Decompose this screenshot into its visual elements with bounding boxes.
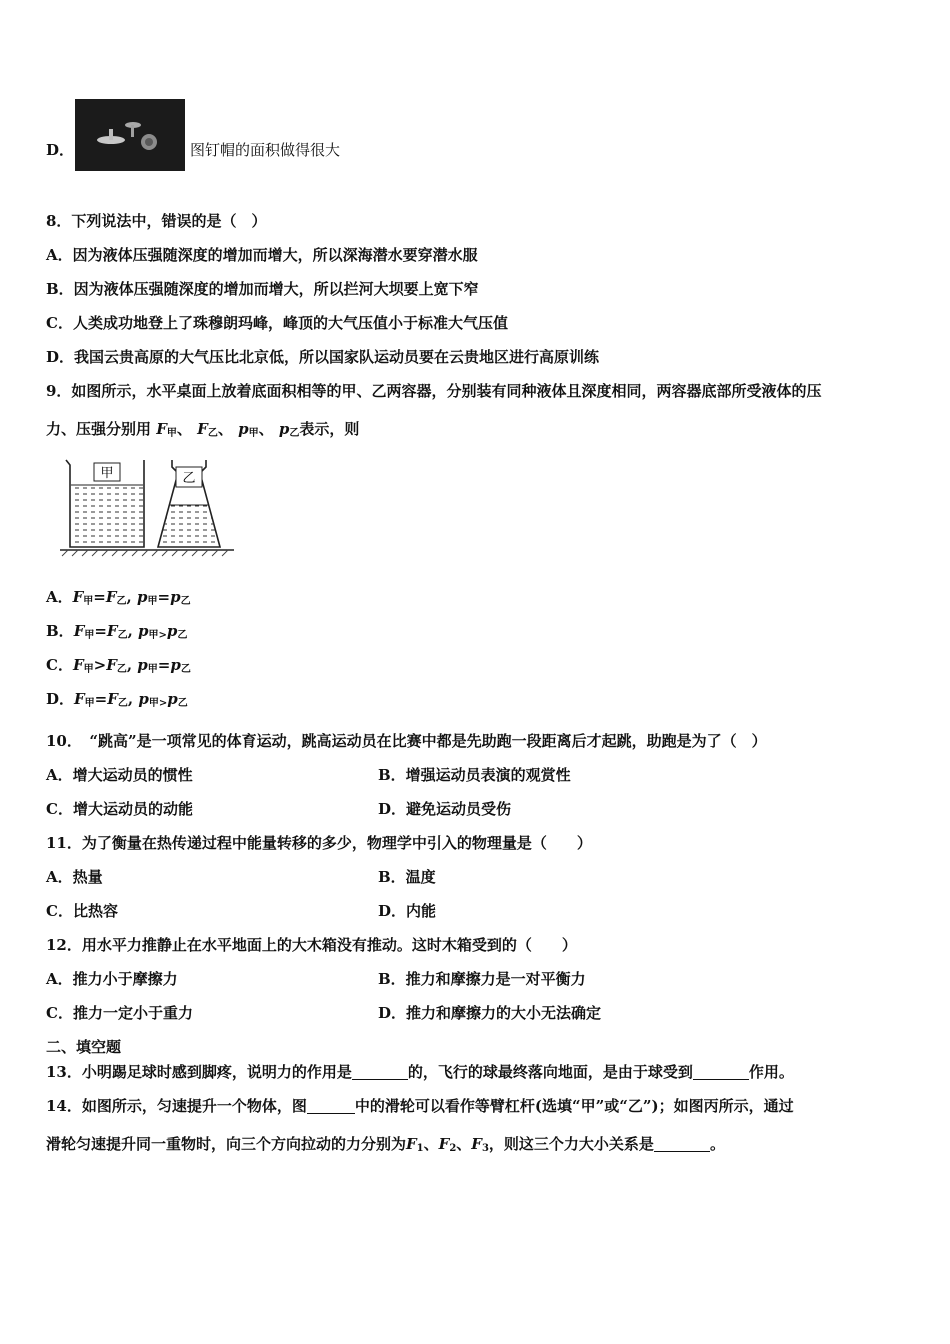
q14-part2: 中的滑轮可以看作等臂杠杆(选填“甲”或“乙”)；如图丙所示，通过	[354, 1097, 794, 1115]
q9-option-d-label: D．	[46, 690, 75, 708]
q9-figure-label-yi: 乙	[182, 471, 196, 486]
q14-sub-1: 1	[416, 1143, 424, 1154]
q14-blank-2[interactable]	[654, 1151, 710, 1152]
q9-option-b-label: B．	[46, 622, 74, 640]
q9-stem2-pre: 力、压强分别用	[46, 420, 152, 438]
q9-gt: >	[93, 656, 107, 674]
q9-symbol-p: p	[167, 690, 178, 708]
q9-sub-yi: 乙	[180, 596, 191, 607]
q12-option-c: C．推力一定小于重力	[46, 1004, 193, 1022]
q11-option-d: D．内能	[378, 902, 437, 920]
q9-symbol-F: F	[73, 622, 85, 640]
q9-symbol-F: F	[156, 420, 167, 438]
q9-symbol-p: p	[136, 588, 148, 606]
q9-stem-line2	[46, 419, 359, 444]
q14-symbol-F: F	[471, 1135, 482, 1153]
q9-sub-yi: 乙	[117, 630, 128, 641]
q10-option-b: B．增强运动员表演的观赏性	[378, 766, 571, 784]
q9-stem-line1: 9．如图所示，水平桌面上放着底面积相等的甲、乙两容器，分别装有同种液体且深度相同，两容器底部所受液体的压	[46, 382, 822, 400]
q12-option-d: D．推力和摩擦力的大小无法确定	[378, 1004, 602, 1022]
q9-symbol-F: F	[106, 622, 118, 640]
q9-figure-label-jia: 甲	[100, 466, 114, 481]
q8-option-b: B．因为液体压强随深度的增加而增大，所以拦河大坝要上宽下窄	[46, 280, 479, 298]
q7-option-d-label: D．	[46, 141, 75, 159]
q14-part1: 14．如图所示，匀速提升一个物体，图	[46, 1097, 307, 1115]
q9-symbol-p: p	[138, 622, 149, 640]
q9-stem2-post: 表示，则	[299, 420, 360, 438]
q10-option-d: D．避免运动员受伤	[378, 800, 512, 818]
q13-blank-1[interactable]	[352, 1079, 408, 1080]
q9-sub-yi: 乙	[116, 664, 127, 675]
section-title-fill-in: 二、填空题	[46, 1038, 122, 1056]
q9-sep: 、	[258, 420, 274, 438]
q9-symbol-p: p	[238, 420, 249, 438]
q14-sep: 、	[423, 1135, 439, 1153]
q14-sep: 、	[456, 1135, 472, 1153]
q9-comma: ,	[127, 622, 139, 640]
q9-symbol-p: p	[166, 622, 178, 640]
q8-option-d: D．我国云贵高原的大气压比北京低，所以国家队运动员要在云贵地区进行高原训练	[46, 348, 600, 366]
q9-sub-yi: 乙	[207, 428, 218, 439]
q14-sub-3: 3	[481, 1143, 489, 1154]
q9-symbol-F: F	[107, 690, 118, 708]
q9-sub-yi: 乙	[180, 664, 191, 675]
q11-option-c: C．比热容	[46, 902, 118, 920]
q9-sub-yi: 乙	[117, 698, 128, 709]
q9-sub-jia: 甲	[166, 428, 177, 439]
q9-symbol-p: p	[137, 656, 148, 674]
q11-stem: 11．为了衡量在热传递过程中能量转移的多少，物理学中引入的物理量是（ ）	[46, 834, 592, 852]
q11-option-b: B．温度	[378, 868, 436, 886]
q9-comma: ,	[127, 690, 139, 708]
q9-sub-yi: 乙	[177, 630, 188, 641]
q9-sub-jia: 甲	[147, 664, 158, 675]
q13-line	[46, 1062, 794, 1082]
q13-part3: 作用。	[748, 1063, 794, 1081]
q10-option-a: A．增大运动员的惯性	[46, 766, 193, 784]
q9-sub-jia: 甲	[84, 630, 95, 641]
q9-symbol-F: F	[72, 588, 84, 606]
q9-eq: =	[157, 588, 171, 606]
q9-gt: >	[158, 630, 167, 641]
q9-symbol-p: p	[138, 690, 149, 708]
q14-symbol-F: F	[438, 1135, 450, 1153]
q12-stem: 12．用水平力推静止在水平地面上的大木箱没有推动。这时木箱受到的（ ）	[46, 936, 577, 954]
q8-stem: 8．下列说法中，错误的是（ ）	[46, 212, 267, 230]
q8-option-c: C．人类成功地登上了珠穆朗玛峰，峰顶的大气压值小于标准大气压值	[46, 314, 508, 332]
q9-sep: 、	[217, 420, 233, 438]
q13-blank-2[interactable]	[693, 1079, 749, 1080]
q9-containers-figure	[58, 455, 238, 561]
q12-option-a: A．推力小于摩擦力	[46, 970, 178, 988]
q14-line2-post: ，则这三个力大小关系是	[488, 1135, 654, 1153]
q9-sub-jia: 甲	[83, 596, 94, 607]
q10-option-c: C．增大运动员的动能	[46, 800, 193, 818]
q9-symbol-F: F	[72, 656, 84, 674]
q9-symbol-F: F	[74, 690, 85, 708]
q9-sep: 、	[176, 420, 192, 438]
q14-symbol-F: F	[406, 1135, 417, 1153]
q9-symbol-p: p	[278, 420, 290, 438]
q9-gt: >	[158, 698, 168, 709]
q9-sub-yi: 乙	[116, 596, 127, 607]
q11-option-a: A．热量	[46, 868, 103, 886]
q14-sub-2: 2	[449, 1143, 457, 1154]
q7-option-d-text: 图钉帽的面积做得很大	[190, 141, 341, 159]
q9-symbol-F: F	[197, 420, 208, 438]
q9-comma: ,	[126, 656, 138, 674]
q9-sub-jia: 甲	[148, 698, 159, 709]
q9-symbol-F: F	[105, 588, 117, 606]
thumbtack-photo-icon	[75, 99, 185, 171]
q9-option-c-label: C．	[46, 656, 73, 674]
q14-line2	[46, 1134, 725, 1159]
q9-option-c	[46, 655, 191, 680]
q13-part2: 的，飞行的球最终落向地面，是由于球受到	[407, 1063, 693, 1081]
q9-eq: =	[157, 656, 171, 674]
q9-option-a-label: A．	[46, 588, 73, 606]
q9-symbol-F: F	[106, 656, 117, 674]
q9-symbol-p: p	[170, 656, 181, 674]
q9-eq: =	[94, 622, 107, 640]
q9-sub-jia: 甲	[248, 428, 259, 439]
q14-line1	[46, 1096, 794, 1116]
q9-symbol-p: p	[170, 588, 181, 606]
q8-option-a: A．因为液体压强随深度的增加而增大，所以深海潜水要穿潜水服	[46, 246, 478, 264]
q9-option-d	[46, 689, 188, 714]
q9-option-a	[46, 587, 191, 612]
q13-part1: 13．小明踢足球时感到脚疼，说明力的作用是	[46, 1063, 352, 1081]
q9-eq: =	[94, 690, 108, 708]
q9-eq: =	[93, 588, 106, 606]
q14-blank-1[interactable]	[307, 1113, 355, 1114]
q12-option-b: B．推力和摩擦力是一对平衡力	[378, 970, 586, 988]
q9-sub-jia: 甲	[147, 596, 158, 607]
q9-sub-yi: 乙	[177, 698, 188, 709]
q9-sub-jia: 甲	[84, 698, 95, 709]
q9-option-b	[46, 621, 187, 646]
q9-sub-jia: 甲	[83, 664, 94, 675]
q14-end: 。	[709, 1135, 725, 1153]
q9-sub-jia: 甲	[148, 630, 159, 641]
q14-line2-pre: 滑轮匀速提升同一重物时，向三个方向拉动的力分别为	[46, 1135, 407, 1153]
q9-sub-yi: 乙	[289, 428, 300, 439]
q10-stem: 10． “跳高”是一项常见的体育运动，跳高运动员在比赛中都是先助跑一段距离后才起跳，助跑是为了（ ）	[46, 732, 767, 750]
q9-comma: ,	[126, 588, 137, 606]
